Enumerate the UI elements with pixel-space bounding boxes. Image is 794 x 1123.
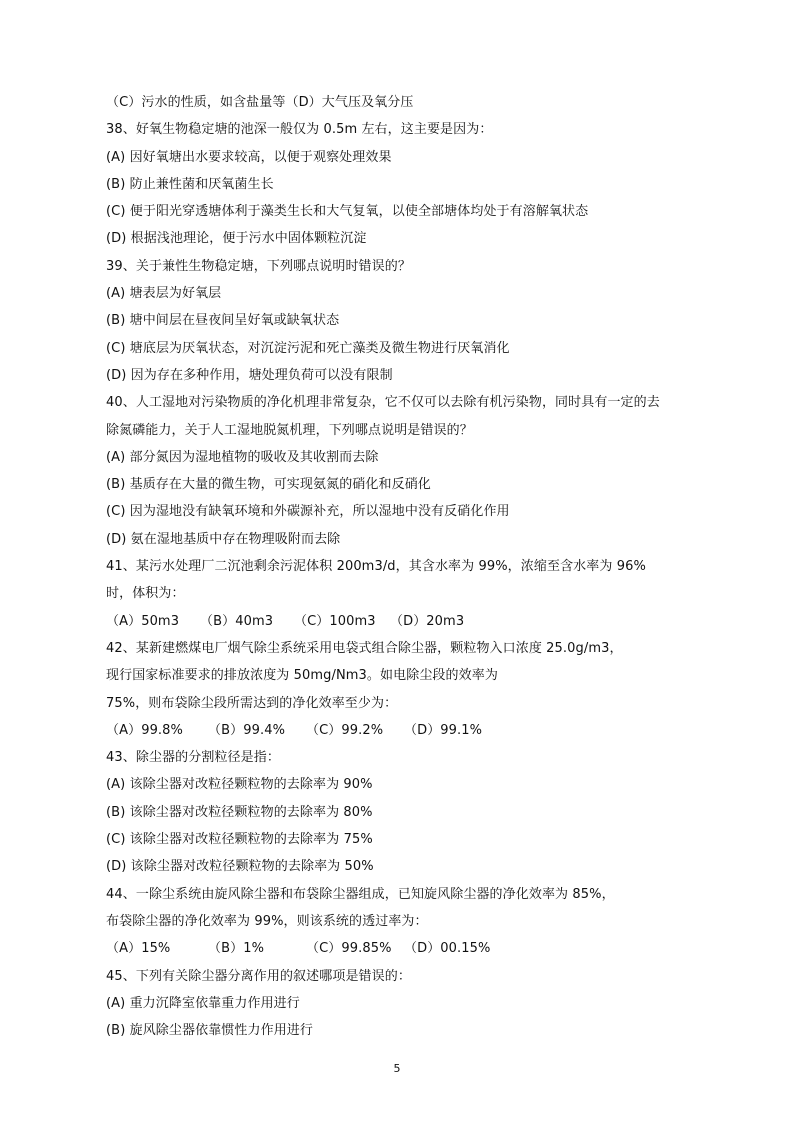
question-45: 45、下列有关除尘器分离作用的叙述哪项是错误的： [106,968,411,984]
question-41-cont: 时，体积为： [106,586,185,602]
question-42-cont: 现行国家标准要求的排放浓度为 50mg/Nm3。如电除尘段的效率为 [106,668,498,684]
option-39d: (D) 因为存在多种作用，塘处理负荷可以没有限制 [106,367,393,383]
option-43c: (C) 该除尘器对改粒径颗粒物的去除率为 75% [106,832,373,848]
option-39b: (B) 塘中间层在昼夜间呈好氧或缺氧状态 [106,313,340,329]
option-40a: (A) 部分氮因为湿地植物的吸收及其收割而去除 [106,449,379,465]
option-41b: （B）40m3 [200,613,274,629]
option-42d: （D）99.1% [404,722,483,738]
option-43b: (B) 该除尘器对改粒径颗粒物的去除率为 80% [106,804,373,820]
option-38c: (C) 便于阳光穿透塘体利于藻类生长和大气复氧，以使全部塘体均处于有溶解氧状态 [106,204,589,220]
option-41a: （A）50m3 [106,613,180,629]
option-44c: （C）99.85% [306,941,392,957]
page-content [106,89,706,1044]
options-44 [106,935,706,962]
option-42a: （A）99.8% [106,722,183,738]
option-45b: (B) 旋风除尘器依靠惯性力作用进行 [106,1023,313,1039]
option-44b: （B）1% [208,941,265,957]
option-40b: (B) 基质存在大量的微生物，可实现氨氮的硝化和反硝化 [106,477,431,493]
question-43: 43、除尘器的分割粒径是指： [106,750,280,766]
page-number: 5 [393,1062,401,1075]
options-42 [106,717,706,744]
text-line: （C）污水的性质，如含盐量等（D）大气压及氧分压 [106,95,414,110]
option-43a: (A) 该除尘器对改粒径颗粒物的去除率为 90% [106,777,373,793]
option-38d: (D) 根据浅池理论，便于污水中固体颗粒沉淀 [106,231,367,247]
question-39: 39、关于兼性生物稳定塘，下列哪点说明时错误的？ [106,258,411,274]
question-44: 44、一除尘系统由旋风除尘器和布袋除尘器组成，已知旋风除尘器的净化效率为 85%， [106,886,615,902]
option-43d: (D) 该除尘器对改粒径颗粒物的去除率为 50% [106,859,374,875]
option-45a: (A) 重力沉降室依靠重力作用进行 [106,995,300,1011]
option-39a: (A) 塘表层为好氧层 [106,286,222,302]
question-38: 38、好氧生物稳定塘的池深一般仅为 0.5m 左右，这主要是因为： [106,122,493,138]
question-40-cont: 除氮磷能力，关于人工湿地脱氮机理，下列哪点说明是错误的？ [106,422,473,438]
question-42: 42、某新建燃煤电厂烟气除尘系统采用电袋式组合除尘器，颗粒物入口浓度 25.0g/m3， [106,640,623,656]
option-40c: (C) 因为湿地没有缺氧环境和外碳源补充，所以湿地中没有反硝化作用 [106,504,510,520]
options-41 [106,608,706,635]
option-42c: （C）99.2% [306,722,384,738]
option-44a: （A）15% [106,941,171,957]
option-42b: （B）99.4% [208,722,286,738]
option-41c: （C）100m3 [294,613,376,629]
option-38a: (A) 因好氧塘出水要求较高，以便于观察处理效果 [106,149,392,165]
question-44-cont: 布袋除尘器的净化效率为 99%，则该系统的透过率为： [106,913,428,929]
question-40: 40、人工湿地对污染物质的净化机理非常复杂，它不仅可以去除有机污染物，同时具有一定的去 [106,395,660,411]
option-41d: （D）20m3 [390,613,465,629]
option-40d: (D) 氨在湿地基质中存在物理吸附而去除 [106,531,341,547]
option-44d: （D）00.15% [404,941,491,957]
question-42-cont2: 75%，则布袋除尘段所需达到的净化效率至少为： [106,695,398,711]
question-41: 41、某污水处理厂二沉池剩余污泥体积 200m3/d，其含水率为 99%，浓缩至含水率为 96% [106,559,646,575]
option-39c: (C) 塘底层为厌氧状态，对沉淀污泥和死亡藻类及微生物进行厌氧消化 [106,340,510,356]
option-38b: (B) 防止兼性菌和厌氧菌生长 [106,176,274,192]
